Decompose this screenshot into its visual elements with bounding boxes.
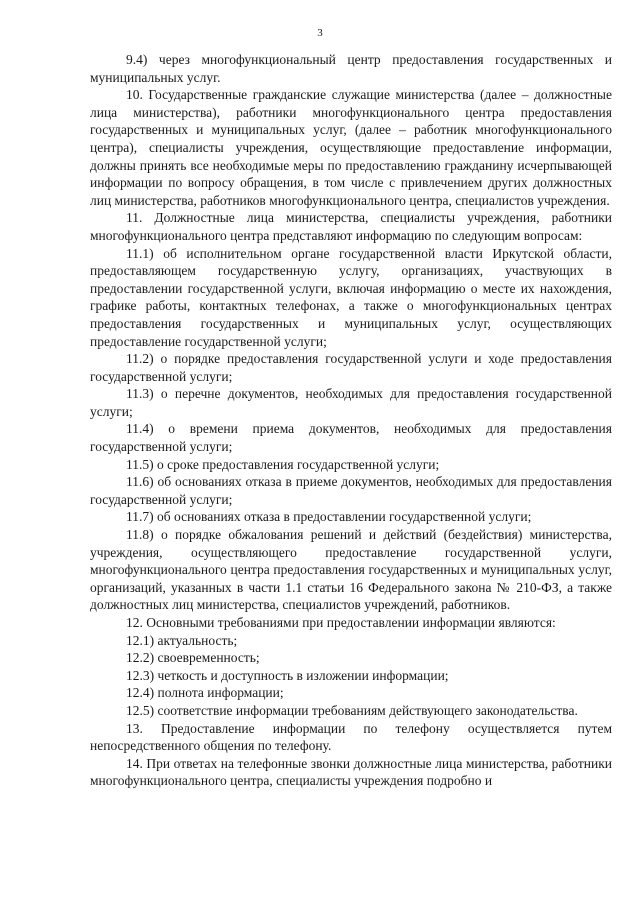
- paragraph-11-3: 11.3) о перечне документов, необходимых для предоставления государственной услуги;: [90, 386, 612, 419]
- paragraph-11-6: 11.6) об основаниях отказа в приеме документов, необходимых для предоставления государственной услуги;: [90, 474, 612, 507]
- paragraph-11-2: 11.2) о порядке предоставления государственной услуги и ходе предоставления государственной услуги;: [90, 351, 612, 384]
- paragraph-11-4: 11.4) о времени приема документов, необходимых для предоставления государственной услуги;: [90, 421, 612, 455]
- paragraph-9-4: 9.4) через многофункциональный центр предоставления государственных и муниципальных услуг.: [90, 52, 612, 85]
- paragraph-11-7: 11.7) об основаниях отказа в предоставлении государственной услуги;: [126, 509, 532, 525]
- paragraph-14: 14. При ответах на телефонные звонки должностные лица министерства, работники многофункционального центра, специалисты учреждения подробно и: [90, 755, 612, 789]
- paragraph-12-4: 12.4) полнота информации;: [126, 685, 284, 701]
- paragraph-12-5: 12.5) соответствие информации требованиям действующего законодательства.: [126, 702, 578, 718]
- paragraph-11: 11. Должностные лица министерства, специалисты учреждения, работники многофункционального центра представляют информацию по следующим вопросам:: [90, 210, 612, 243]
- document-body: [90, 51, 612, 790]
- paragraph-12-2: 12.2) своевременность;: [126, 650, 260, 666]
- paragraph-12-3: 12.3) четкость и доступность в изложении информации;: [126, 667, 449, 683]
- paragraph-12: 12. Основными требованиями при предоставлении информации являются:: [126, 615, 556, 630]
- paragraph-11-5: 11.5) о сроке предоставления государственной услуги;: [126, 456, 440, 472]
- paragraph-13: 13. Предоставление информации по телефону осуществляется путем непосредственного общения по телефону.: [90, 720, 612, 754]
- paragraph-10: 10. Государственные гражданские служащие министерства (далее – должностные лица министерства), работники многофункционального центра предоставления государственных и муниципальных услуг, (далее – работник многофункционального центра), специалисты учреждения, осуществляющие предоставление информации, должны принять все необходимые меры по предоставлению гражданину исчерпывающей информации по вопросу обращения, в том числе с привлечением других должностных лиц министерства, работников многофункционального центра, специалистов учреждения.: [90, 87, 612, 208]
- paragraph-11-8: 11.8) о порядке обжалования решений и действий (бездействия) министерства, учреждения, осуществляющего предоставление государственной услуги, многофункционального центра предоставления государственных и муниципальных услуг, организаций, указанных в части 1.1 статьи 16 Федерального закона № 210-ФЗ, а также должностных лиц министерства, специалистов учреждений, работников.: [90, 527, 612, 613]
- paragraph-12-1: 12.1) актуальность;: [126, 632, 238, 648]
- paragraph-11-1: 11.1) об исполнительном органе государственной власти Иркутской области, предоставляющем государственную услугу, организациях, участвующих в предоставлении государственной услуги, включая информацию о месте их нахождения, графике работы, контактных телефонах, а также о многофункциональных центрах предоставления государственных и муниципальных услуг, осуществляющих предоставление государственной услуги;: [90, 245, 612, 349]
- page-number: 3: [317, 27, 323, 39]
